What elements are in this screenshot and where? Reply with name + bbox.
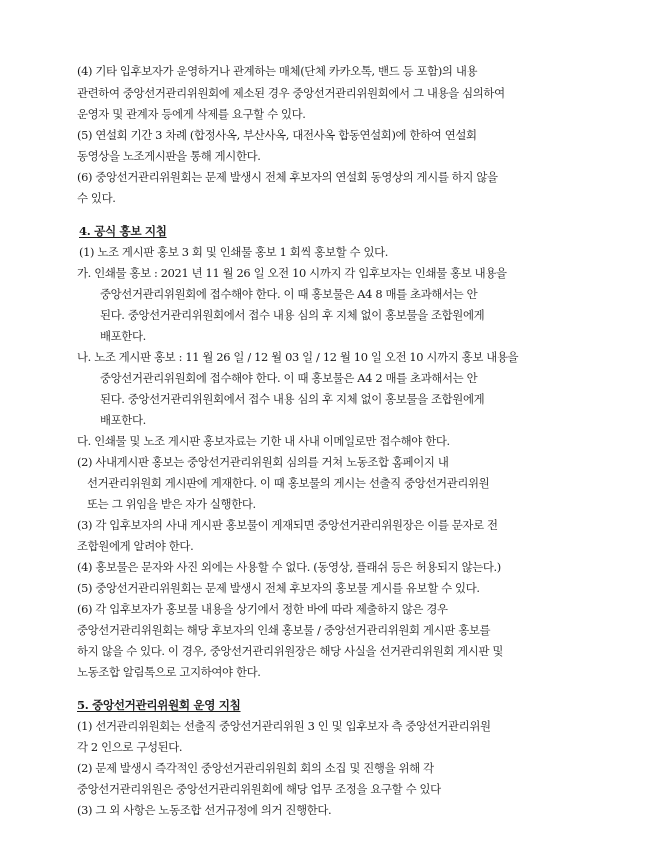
section4-line: (6) 각 입후보자가 홍보물 내용을 상기에서 정한 바에 따라 제출하지 않은 경우: [77, 602, 448, 616]
section4-line: 가. 인쇄물 홍보 : 2021 년 11 월 26 일 오전 10 시까지 각 입후보자는 인쇄물 홍보 내용을: [77, 266, 507, 280]
section4-line: (5) 중앙선거관리위원회는 문제 발생시 전체 후보자의 홍보물 게시를 유보할 수 있다.: [77, 581, 480, 595]
block4-line: (6) 중앙선거관리위원회는 문제 발생시 전체 후보자의 연설회 동영상의 게시를 하지 않을: [77, 170, 498, 184]
section4-line: (3) 각 입후보자의 사내 게시판 홍보물이 게재되면 중앙선거관리위원장은 이를 문자로 전: [77, 518, 498, 532]
section5-line: (1) 선거관리위원회는 선출직 중앙선거관리위원 3 인 및 입후보자 측 중앙선거관리위원: [77, 719, 491, 733]
section4-line: 배포한다.: [100, 329, 146, 343]
section4-line: 중앙선거관리위원회는 해당 후보자의 인쇄 홍보물 / 중앙선거관리위원회 게시판 홍보를: [77, 623, 491, 637]
section4-line: 중앙선거관리위원회에 접수해야 한다. 이 때 홍보물은 A4 2 매를 초과해서는 안: [100, 371, 478, 385]
section4-line: 노동조합 알림톡으로 고지하여야 한다.: [77, 665, 261, 679]
block4-line: (4) 기타 입후보자가 운영하거나 관계하는 매체(단체 카카오톡, 밴드 등 포함)의 내용: [77, 64, 478, 78]
section4-heading: 4. 공식 홍보 지침: [79, 224, 167, 238]
section4-line: 하지 않을 수 있다. 이 경우, 중앙선거관리위원장은 해당 사실을 선거관리위원회 게시판 및: [77, 644, 504, 658]
section4-line: (4) 홍보물은 문자와 사진 외에는 사용할 수 없다. (동영상, 플래쉬 등은 허용되지 않는다.): [77, 560, 501, 574]
section5-line: 중앙선거관리위원은 중앙선거관리위원회에 해당 업무 조정을 요구할 수 있다: [77, 782, 441, 796]
block4-line: 운영자 및 관계자 등에게 삭제를 요구할 수 있다.: [77, 107, 306, 121]
section4-line: 중앙선거관리위원회에 접수해야 한다. 이 때 홍보물은 A4 8 매를 초과해서는 안: [100, 287, 478, 301]
section5-line: (2) 문제 발생시 즉각적인 중앙선거관리위원회 회의 소집 및 진행을 위해 각: [77, 761, 434, 775]
section4-line: 배포한다.: [100, 413, 146, 427]
section4-line: 된다. 중앙선거관리위원회에서 접수 내용 심의 후 지체 없이 홍보물을 조합원에게: [100, 308, 485, 322]
section4-line: (2) 사내게시판 홍보는 중앙선거관리위원회 심의를 거쳐 노동조합 홈페이지 내: [77, 455, 449, 469]
section4-line: 된다. 중앙선거관리위원회에서 접수 내용 심의 후 지체 없이 홍보물을 조합원에게: [100, 392, 485, 406]
section5-line: 각 2 인으로 구성된다.: [77, 740, 183, 754]
section5-heading: 5. 중앙선거관리위원회 운영 지침: [77, 698, 241, 712]
block4-line: 동영상을 노조게시판을 통해 게시한다.: [77, 149, 261, 163]
section4-line: 다. 인쇄물 및 노조 게시판 홍보자료는 기한 내 사내 이메일로만 접수해야 한다.: [77, 434, 450, 448]
section4-line: 나. 노조 게시판 홍보 : 11 월 26 일 / 12 월 03 일 / 12 월 10 일 오전 10 시까지 홍보 내용을: [77, 350, 519, 364]
block4-line: (5) 연설회 기간 3 차례 (합정사옥, 부산사옥, 대전사옥 합동연설회)에 한하여 연설회: [77, 128, 477, 142]
section4-line: 선거관리위원회 게시판에 게재한다. 이 때 홍보물의 게시는 선출직 중앙선거관리위원: [87, 476, 490, 490]
section4-line: 조합원에게 알려야 한다.: [77, 539, 194, 553]
section4-line: (1) 노조 게시판 홍보 3 회 및 인쇄물 홍보 1 회씩 홍보할 수 있다.: [79, 245, 389, 259]
block4-line: 수 있다.: [77, 191, 116, 205]
section5-line: (3) 그 외 사항은 노동조합 선거규정에 의거 진행한다.: [77, 803, 332, 817]
section4-line: 또는 그 위임을 받은 자가 실행한다.: [87, 497, 256, 511]
block4-line: 관련하여 중앙선거관리위원회에 제소된 경우 중앙선거관리위원회에서 그 내용을 심의하여: [77, 86, 505, 100]
